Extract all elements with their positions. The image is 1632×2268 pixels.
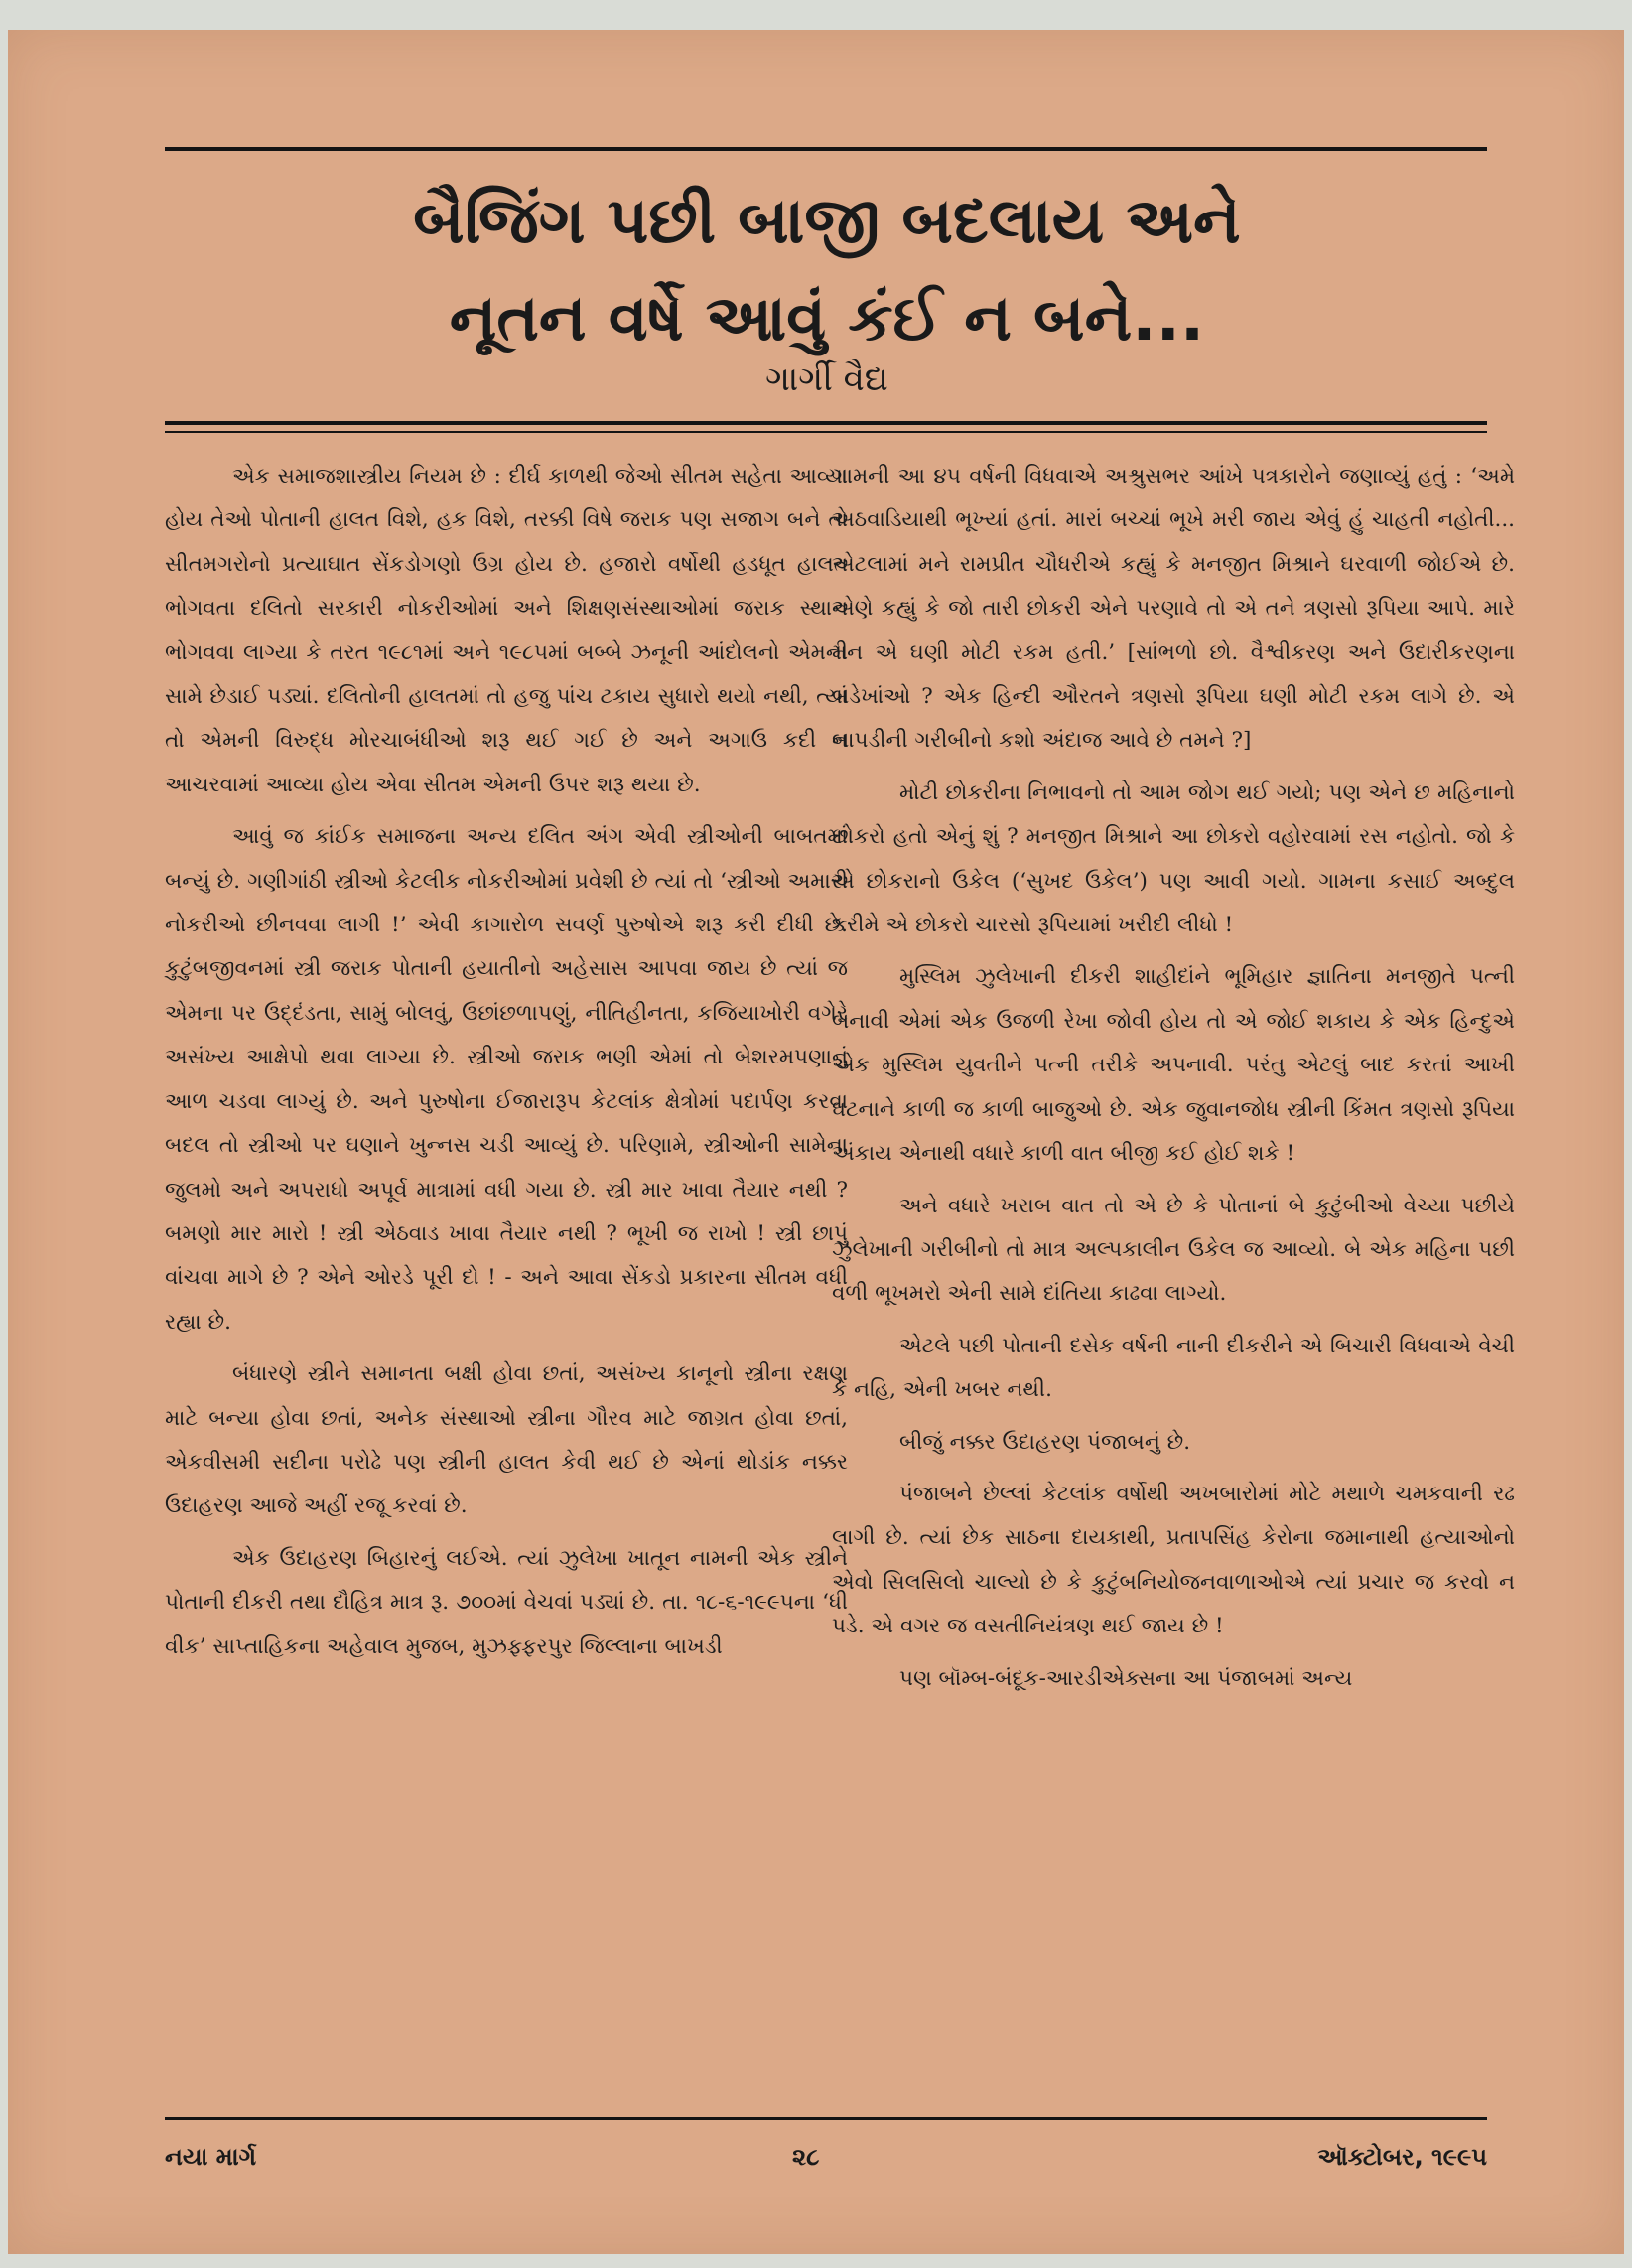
right-paragraph-8: પણ બૉમ્બ-બંદૂક-આરડીએક્સના આ પંજાબમાં અન્ય — [899, 1665, 1353, 1691]
footer-magazine-name: નયા માર્ગ — [165, 2143, 257, 2171]
left-paragraph-3: બંધારણે સ્ત્રીને સમાનતા બક્ષી હોવા છતાં, અસંખ્ય કાનૂનો સ્ત્રીના રક્ષણ માટે બન્યા હોવા છતાં, અનેક સંસ્થાઓ સ્ત્રીના ગૌરવ માટે જાગ્રત હોવા છતાં, એકવીસમી સદીના પરોઢે પણ સ્ત્રીની હાલત કેવી થઈ છે એનાં થોડાંક નક્કર ઉદાહરણ આજે અહીં રજૂ કરવાં છે. — [165, 1361, 848, 1519]
left-paragraph-1: એક સમાજશાસ્ત્રીય નિયમ છે : દીર્ઘ કાળથી જેઓ સીતમ સહેતા આવ્યા હોય તેઓ પોતાની હાલત વિશે, હક વિશે, તરક્કી વિષે જરાક પણ સજાગ બને તો સીતમગરોનો પ્રત્યાઘાત સેંકડોગણો ઉગ્ર હોય છે. હજારો વર્ષોથી હડધૂત હાલત ભોગવતા દલિતો સરકારી નોકરીઓમાં અને શિક્ષણસંસ્થાઓમાં જરાક સ્થાન ભોગવવા લાગ્યા કે તરત ૧૯૮૧માં અને ૧૯૮૫માં બબ્બે ઝનૂની આંદોલનો એમની સામે છેડાઈ પડ્યાં. દલિતોની હાલતમાં તો હજુ પાંચ ટકાય સુધારો થયો નથી, ત્યાં તો એમની વિરુદ્ધ મોરચાબંધીઓ શરૂ થઈ ગઈ છે અને અગાઉ કદી ન આચરવામાં આવ્યા હોય એવા સીતમ એમની ઉપર શરૂ થયા છે. — [165, 464, 848, 797]
author-name: ગાર્ગી વૈદ્ય — [765, 359, 888, 399]
footer-rule — [165, 2117, 1487, 2120]
left-column — [165, 455, 848, 1677]
top-rule — [165, 147, 1487, 151]
left-paragraph-2: આવું જ કાંઈક સમાજના અન્ય દલિત અંગ એવી સ્ત્રીઓની બાબતમાં બન્યું છે. ગણીગાંઠી સ્ત્રીઓ કેટલીક નોકરીઓમાં પ્રવેશી છે ત્યાં તો ‘સ્ત્રીઓ અમારી નોકરીઓ છીનવવા લાગી !’ એવી કાગારોળ સવર્ણ પુરુષોએ શરૂ કરી દીધી છે. કુટુંબજીવનમાં સ્ત્રી જરાક પોતાની હયાતીનો અહેસાસ આપવા જાય છે ત્યાં જ એમના પર ઉદ્દંડતા, સામું બોલવું, ઉછાંછળાપણું, નીતિહીનતા, કજિયાખોરી વગેરે અસંખ્ય આક્ષેપો થવા લાગ્યા છે. સ્ત્રીઓ જરાક ભણી એમાં તો બેશરમપણાનું આળ ચડવા લાગ્યું છે. અને પુરુષોના ઈજારારૂપ કેટલાંક ક્ષેત્રોમાં પદાર્પણ કરવા બદલ તો સ્ત્રીઓ પર ઘણાને ખુન્નસ ચડી આવ્યું છે. પરિણામે, સ્ત્રીઓની સામેના જુલમો અને અપરાધો અપૂર્વ માત્રામાં વધી ગયા છે. સ્ત્રી માર ખાવા તૈયાર નથી ? બમણો માર મારો ! સ્ત્રી એઠવાડ ખાવા તૈયાર નથી ? ભૂખી જ રાખો ! સ્ત્રી છાપું વાંચવા માગે છે ? એને ઓરડે પૂરી દો ! - અને આવા સેંકડો પ્રકારના સીતમ વધી રહ્યા છે. — [165, 824, 848, 1335]
article-title-line2: નૂતન વર્ષે આવું કંઈ ન બને... — [449, 282, 1205, 355]
right-paragraph-5: એટલે પછી પોતાની દસેક વર્ષની નાની દીકરીને એ બિચારી વિધવાએ વેચી કે નહિ, એની ખબર નથી. — [832, 1333, 1515, 1403]
footer-page-number: ૨૮ — [792, 2143, 820, 2171]
footer-issue-date: ઑક્ટોબર, ૧૯૯૫ — [1317, 2143, 1487, 2171]
right-paragraph-3: મુસ્લિમ ઝુલેખાની દીકરી શાહીદાંને ભૂમિહાર જ્ઞાતિના મનજીતે પત્ની બનાવી એમાં એક ઉજળી રેખા જોવી હોય તો એ જોઈ શકાય કે એક હિન્દુએ એક મુસ્લિમ યુવતીને પત્ની તરીકે અપનાવી. પરંતુ એટલું બાદ કરતાં આખી ઘટનાને કાળી જ કાળી બાજુઓ છે. એક જુવાનજોધ સ્ત્રીની કિંમત ત્રણસો રૂપિયા અંકાય એનાથી વધારે કાળી વાત બીજી કઈ હોઈ શકે ! — [832, 964, 1515, 1167]
right-column — [832, 455, 1515, 1709]
right-paragraph-6: બીજું નક્કર ઉદાહરણ પંજાબનું છે. — [899, 1429, 1191, 1455]
right-paragraph-1: ગામની આ ૪૫ વર્ષની વિધવાએ અશ્રુસભર આંખે પત્રકારોને જણાવ્યું હતું : ‘અમે અઠવાડિયાથી ભૂખ્યાં હતાં. મારાં બચ્ચાં ભૂખે મરી જાય એવું હું ચાહતી નહોતી... એટલામાં મને રામપ્રીત ચૌધરીએ કહ્યું કે મનજીત મિશ્રાને ઘરવાળી જોઈએ છે. એણે કહ્યું કે જો તારી છોકરી એને પરણાવે તો એ તને ત્રણસો રૂપિયા આપે. મારે મન એ ઘણી મોટી રકમ હતી.’ [સાંભળો છો. વૈશ્વીકરણ અને ઉદારીકરણના બડેખાંઓ ? એક હિન્દી ઔરતને ત્રણસો રૂપિયા ઘણી મોટી રકમ લાગે છે. એ બાપડીની ગરીબીનો કશો અંદાજ આવે છે તમને ?] — [832, 464, 1515, 754]
left-paragraph-4: એક ઉદાહરણ બિહારનું લઈએ. ત્યાં ઝુલેખા ખાતૂન નામની એક સ્ત્રીને પોતાની દીકરી તથા દૌહિત્ર માત્ર રૂ. ૭૦૦માં વેચવાં પડ્યાં છે. તા. ૧૮-૬-૧૯૯૫ના ‘ધી વીક’ સાપ્તાહિકના અહેવાલ મુજબ, મુઝફ્ફરપુર જિલ્લાના બાખડી — [165, 1545, 848, 1659]
right-paragraph-4: અને વધારે ખરાબ વાત તો એ છે કે પોતાનાં બે કુટુંબીઓ વેચ્યા પછીયે ઝુલેખાની ગરીબીનો તો માત્ર અલ્પકાલીન ઉકેલ જ આવ્યો. બે એક મહિના પછી વળી ભૂખમરો એની સામે દાંતિયા કાઢવા લાગ્યો. — [832, 1193, 1515, 1307]
right-paragraph-7: પંજાબને છેલ્લાં કેટલાંક વર્ષોથી અખબારોમાં મોટે મથાળે ચમકવાની રઢ લાગી છે. ત્યાં છેક સાઠના દાયકાથી, પ્રતાપસિંહ કેરોના જમાનાથી હત્યાઓનો એવો સિલસિલો ચાલ્યો છે કે કુટુંબનિયોજનવાળાઓએ ત્યાં પ્રચાર જ કરવો ન પડે. એ વગર જ વસતીનિયંત્રણ થઈ જાય છે ! — [832, 1481, 1515, 1639]
byline-rule-thick — [165, 421, 1487, 425]
right-paragraph-2: મોટી છોકરીના નિભાવનો તો આમ જોગ થઈ ગયો; પણ એને છ મહિનાનો છોકરો હતો એનું શું ? મનજીત મિશ્રાને આ છોકરો વહોરવામાં રસ નહોતો. જો કે એ છોકરાનો ઉકેલ (‘સુખદ ઉકેલ’) પણ આવી ગયો. ગામના કસાઈ અબ્દુલ કરીમે એ છોકરો ચારસો રૂપિયામાં ખરીદી લીધો ! — [832, 780, 1515, 938]
article-title-line1: બૈજિંગ પછી બાજી બદલાય અને — [413, 185, 1241, 258]
magazine-page — [8, 30, 1624, 2254]
byline-rule-thin — [165, 431, 1487, 433]
